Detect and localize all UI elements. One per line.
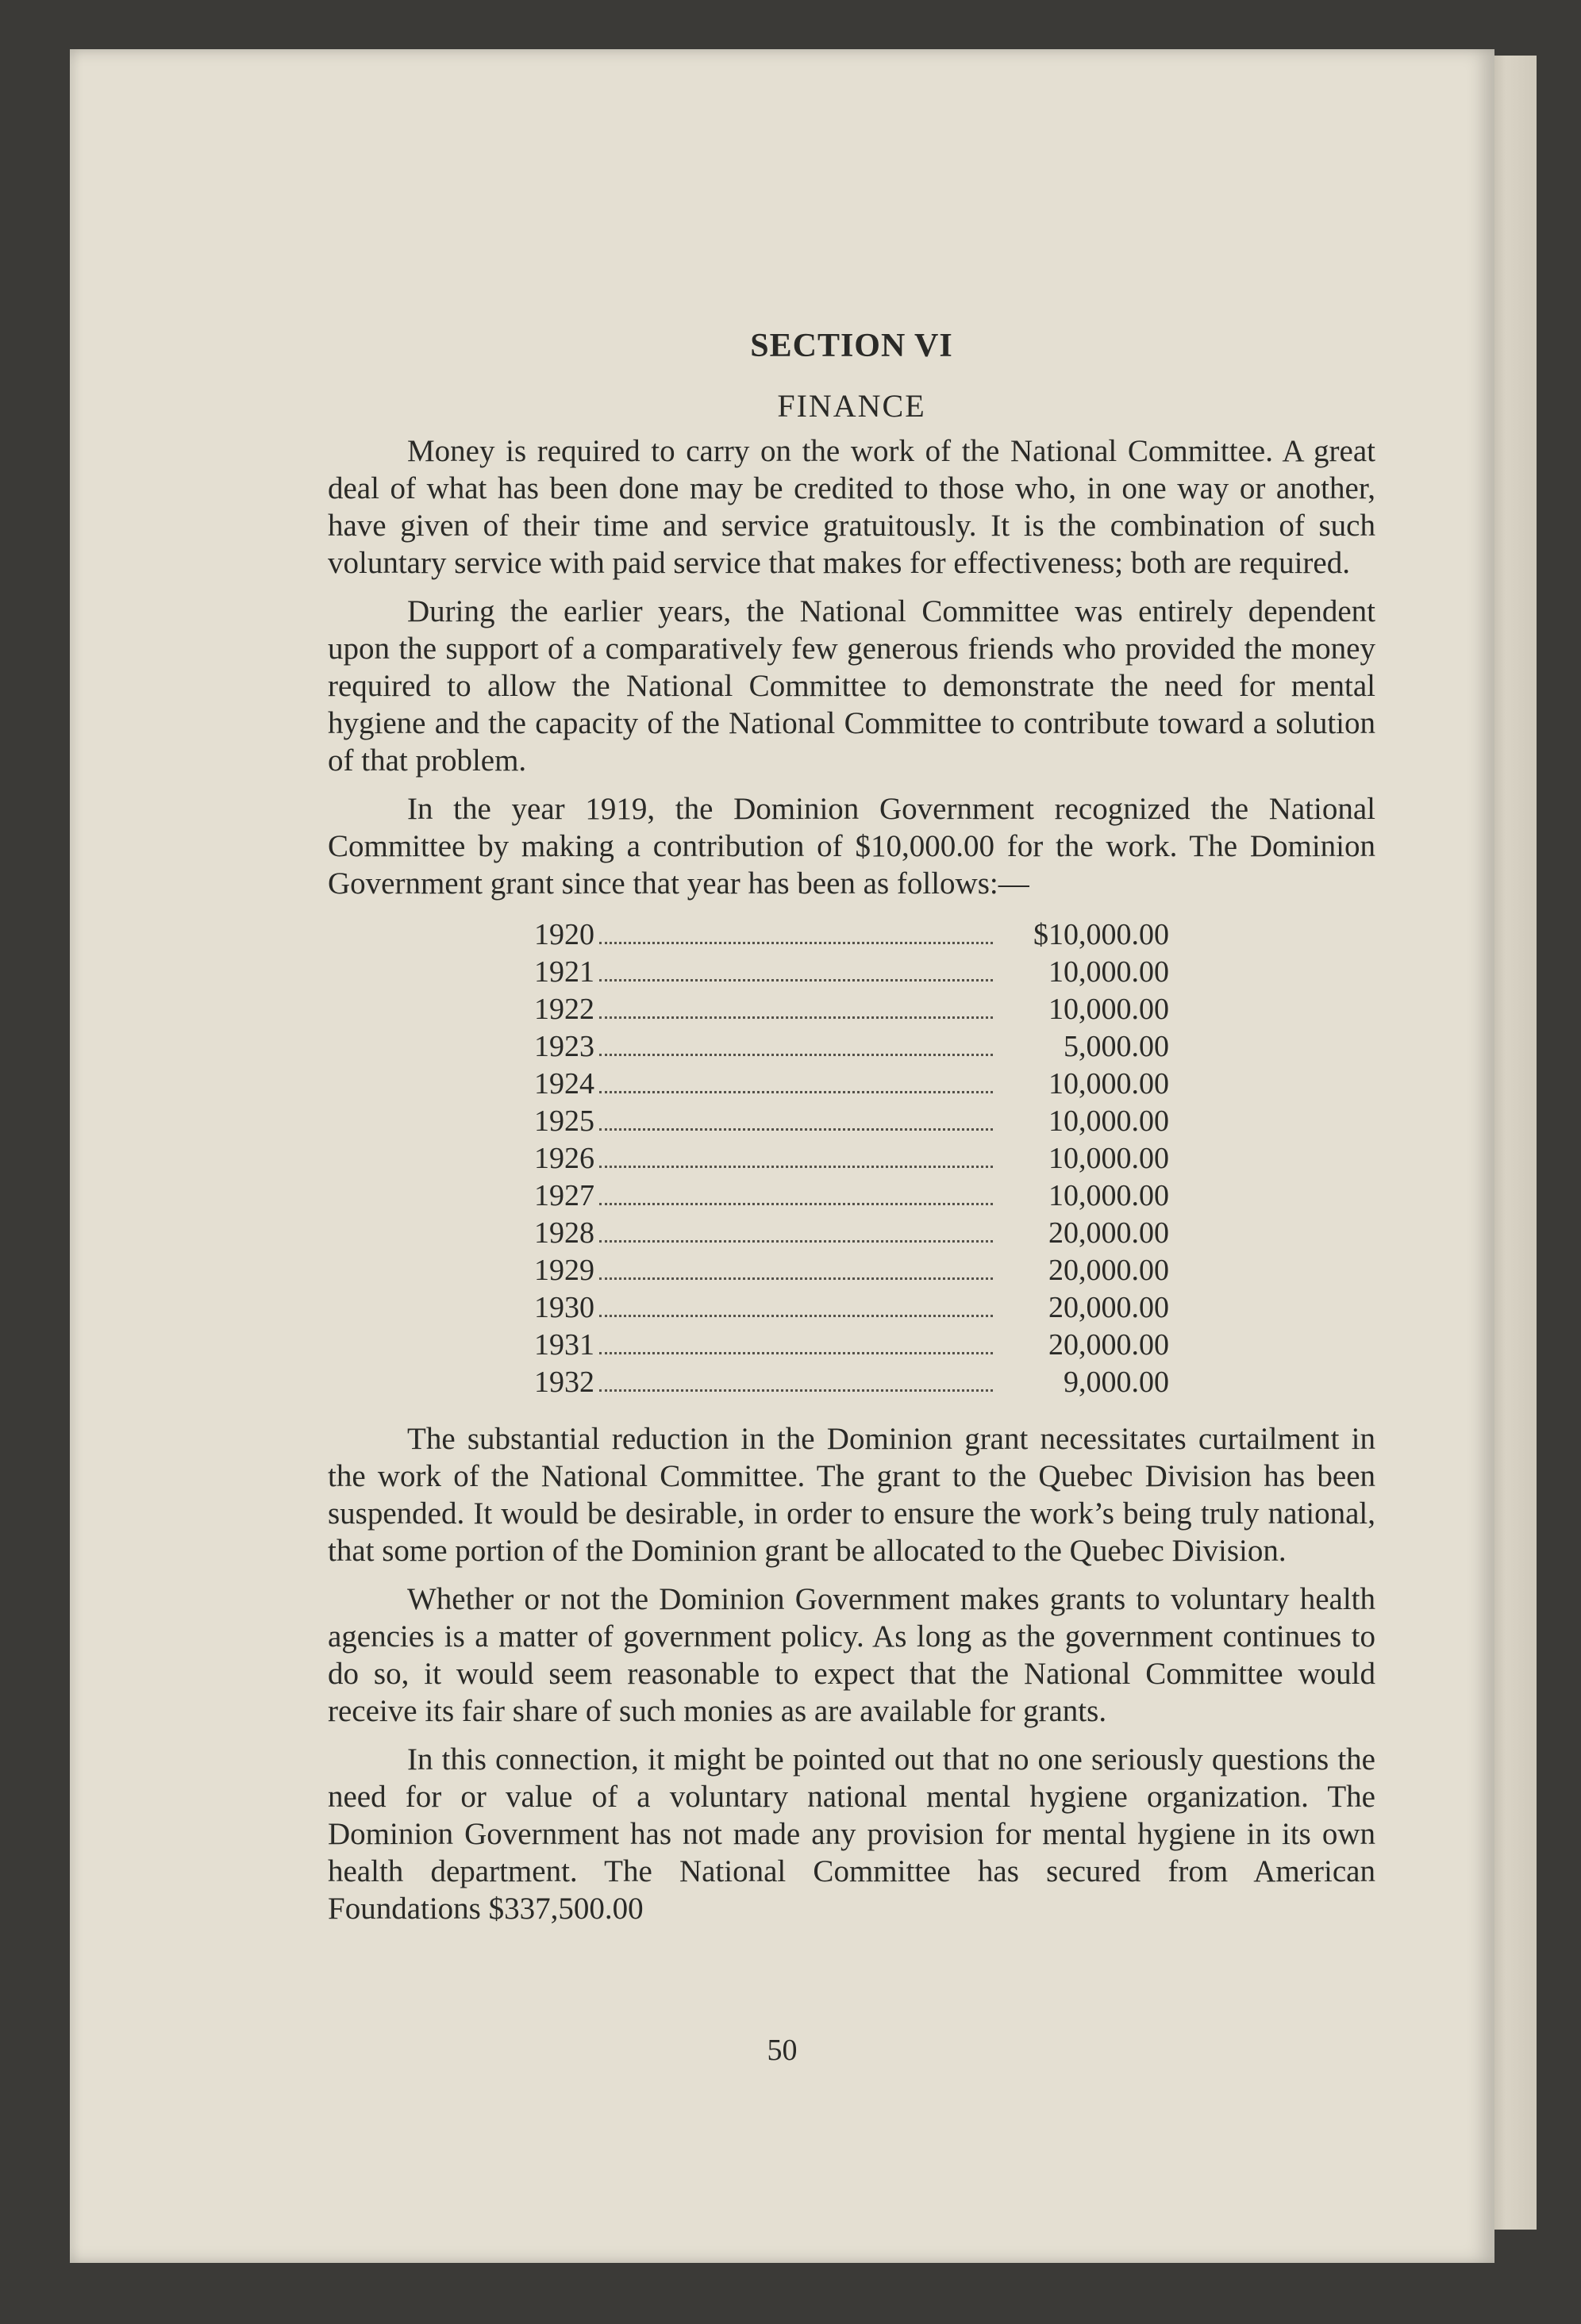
- grant-row: [534, 1103, 1169, 1140]
- grant-row: [534, 1140, 1169, 1177]
- page-content: [328, 327, 1375, 1938]
- grant-year: 1923: [534, 1030, 594, 1063]
- dot-leader: [599, 979, 993, 981]
- dot-leader: [599, 1128, 993, 1131]
- dot-leader: [599, 1054, 993, 1056]
- dot-leader: [599, 1389, 993, 1392]
- dot-leader: [599, 1016, 993, 1019]
- page-number: 50: [767, 2034, 798, 2067]
- dot-leader: [599, 1240, 993, 1243]
- section-title: FINANCE: [777, 388, 926, 424]
- paragraph: Money is required to carry on the work of the National Committee. A great deal of what has been done may be credited to those who, in one way or another, have given of their time and service gratuitously. It is the combination of such voluntary service with paid service that makes for effectiveness; both are required.: [328, 434, 1375, 580]
- paragraph: The substantial reduction in the Dominion grant necessitates curtailment in the work of the National Committee. The grant to the Quebec Division has been suspended. It would be desirable, in order to ensure the work’s being truly national, that some portion of the Dominion grant be allocated to the Quebec Division.: [328, 1422, 1375, 1568]
- grant-amount: 10,000.00: [1048, 1179, 1169, 1212]
- grant-amount: 20,000.00: [1048, 1254, 1169, 1287]
- grant-table: [534, 916, 1169, 1401]
- grant-amount: 9,000.00: [1064, 1366, 1169, 1399]
- grant-row: [534, 1289, 1169, 1327]
- paragraph: During the earlier years, the National Committee was entirely dependent upon the support of a comparatively few generous friends who provided the money required to allow the National Committee to demonstrate the need for mental hygiene and the capacity of the National Committee to contribute toward a solution of that problem.: [328, 594, 1375, 778]
- dot-leader: [599, 942, 993, 944]
- grant-amount: 10,000.00: [1048, 955, 1169, 989]
- grant-row: [534, 1028, 1169, 1066]
- grant-year: 1920: [534, 918, 594, 951]
- grant-year: 1930: [534, 1291, 594, 1324]
- grant-row: [534, 916, 1169, 954]
- dot-leader: [599, 1277, 993, 1280]
- grant-amount: 20,000.00: [1048, 1291, 1169, 1324]
- dot-leader: [599, 1203, 993, 1205]
- grant-row: [534, 1066, 1169, 1103]
- grant-year: 1921: [534, 955, 594, 989]
- grant-amount: 10,000.00: [1048, 1104, 1169, 1138]
- dot-leader: [599, 1166, 993, 1168]
- grant-year: 1922: [534, 993, 594, 1026]
- grant-row: [534, 1327, 1169, 1364]
- grant-year: 1928: [534, 1216, 594, 1250]
- grant-amount: $10,000.00: [1033, 918, 1169, 951]
- grant-row: [534, 1215, 1169, 1252]
- grant-row: [534, 1364, 1169, 1401]
- grant-amount: 5,000.00: [1064, 1030, 1169, 1063]
- grant-year: 1932: [534, 1366, 594, 1399]
- grant-amount: 20,000.00: [1048, 1328, 1169, 1362]
- grant-year: 1925: [534, 1104, 594, 1138]
- grant-year: 1929: [534, 1254, 594, 1287]
- grant-amount: 20,000.00: [1048, 1216, 1169, 1250]
- grant-year: 1926: [534, 1142, 594, 1175]
- paragraph: In this connection, it might be pointed out that no one seriously questions the need for or value of a voluntary national mental hygiene organization. The Dominion Government has not made any provision for mental hygiene in its own health department. The National Committee has secured from American Foundations $337,500.00: [328, 1742, 1375, 1926]
- grant-row: [534, 991, 1169, 1028]
- grant-year: 1924: [534, 1067, 594, 1101]
- grant-row: [534, 954, 1169, 991]
- grant-amount: 10,000.00: [1048, 993, 1169, 1026]
- paragraph: Whether or not the Dominion Government makes grants to voluntary health agencies is a matter of government policy. As long as the government continues to do so, it would seem reasonable to expect that the National Committee would receive its fair share of such monies as are available for grants.: [328, 1582, 1375, 1728]
- dot-leader: [599, 1315, 993, 1317]
- section-heading: SECTION VI: [750, 328, 953, 364]
- grant-amount: 10,000.00: [1048, 1142, 1169, 1175]
- paragraph: In the year 1919, the Dominion Government recognized the National Committee by making a contribution of $10,000.00 for the work. The Dominion Government grant since that year has been as follows:—: [328, 792, 1375, 901]
- book-page: [70, 49, 1494, 2263]
- grant-amount: 10,000.00: [1048, 1067, 1169, 1101]
- dot-leader: [599, 1091, 993, 1093]
- grant-year: 1927: [534, 1179, 594, 1212]
- dot-leader: [599, 1352, 993, 1354]
- grant-row: [534, 1252, 1169, 1289]
- grant-year: 1931: [534, 1328, 594, 1362]
- grant-row: [534, 1177, 1169, 1215]
